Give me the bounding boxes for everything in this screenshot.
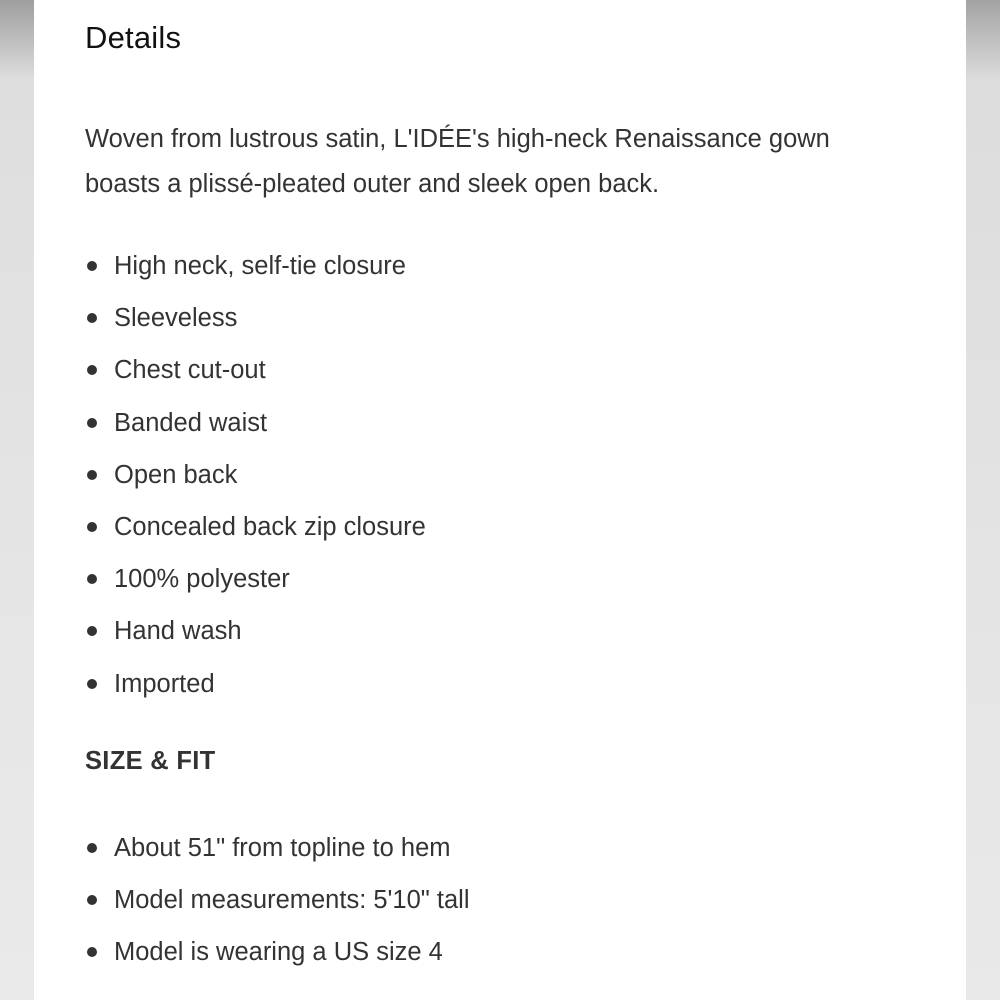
feature-text: Banded waist bbox=[114, 408, 268, 437]
list-item bbox=[85, 501, 426, 553]
list-item bbox=[85, 292, 426, 344]
feature-text: Imported bbox=[114, 669, 215, 698]
feature-text: Concealed back zip closure bbox=[114, 512, 426, 541]
size-fit-list bbox=[85, 822, 470, 979]
bullet-icon bbox=[87, 522, 97, 532]
bullet-icon bbox=[87, 418, 97, 428]
details-title: Details bbox=[85, 20, 182, 55]
feature-text: Chest cut-out bbox=[114, 356, 266, 385]
list-item bbox=[85, 658, 426, 710]
feature-text: High neck, self-tie closure bbox=[114, 252, 406, 280]
bullet-icon bbox=[87, 947, 97, 957]
bullet-icon bbox=[87, 261, 97, 271]
bullet-icon bbox=[87, 365, 97, 375]
size-fit-text: Model measurements: 5'10" tall bbox=[114, 886, 470, 915]
product-details-panel bbox=[34, 0, 966, 1000]
bullet-icon bbox=[87, 895, 97, 905]
size-fit-text: About 51" from topline to hem bbox=[114, 834, 451, 862]
list-item bbox=[85, 240, 426, 292]
bullet-icon bbox=[87, 574, 97, 584]
feature-text: Sleeveless bbox=[114, 304, 238, 333]
feature-text: 100% polyester bbox=[114, 565, 290, 594]
list-item bbox=[85, 605, 426, 657]
feature-text: Open back bbox=[114, 460, 238, 489]
left-background-edge bbox=[0, 0, 34, 1000]
feature-text: Hand wash bbox=[114, 617, 242, 646]
list-item bbox=[85, 926, 470, 978]
bullet-icon bbox=[87, 313, 97, 323]
bullet-icon bbox=[87, 470, 97, 480]
list-item bbox=[85, 553, 426, 605]
bullet-icon bbox=[87, 843, 97, 853]
product-description: Woven from lustrous satin, L'IDÉE's high-neck Renaissance gown boasts a plissé-pleated outer and sleek open back. bbox=[85, 125, 830, 198]
feature-list bbox=[85, 240, 426, 710]
list-item bbox=[85, 822, 470, 874]
list-item bbox=[85, 344, 426, 396]
list-item bbox=[85, 397, 426, 449]
list-item bbox=[85, 874, 470, 926]
size-fit-text: Model is wearing a US size 4 bbox=[114, 938, 443, 967]
list-item bbox=[85, 449, 426, 501]
bullet-icon bbox=[87, 679, 97, 689]
bullet-icon bbox=[87, 626, 97, 636]
size-fit-heading: SIZE & FIT bbox=[85, 747, 216, 775]
right-background-edge bbox=[966, 0, 1000, 1000]
